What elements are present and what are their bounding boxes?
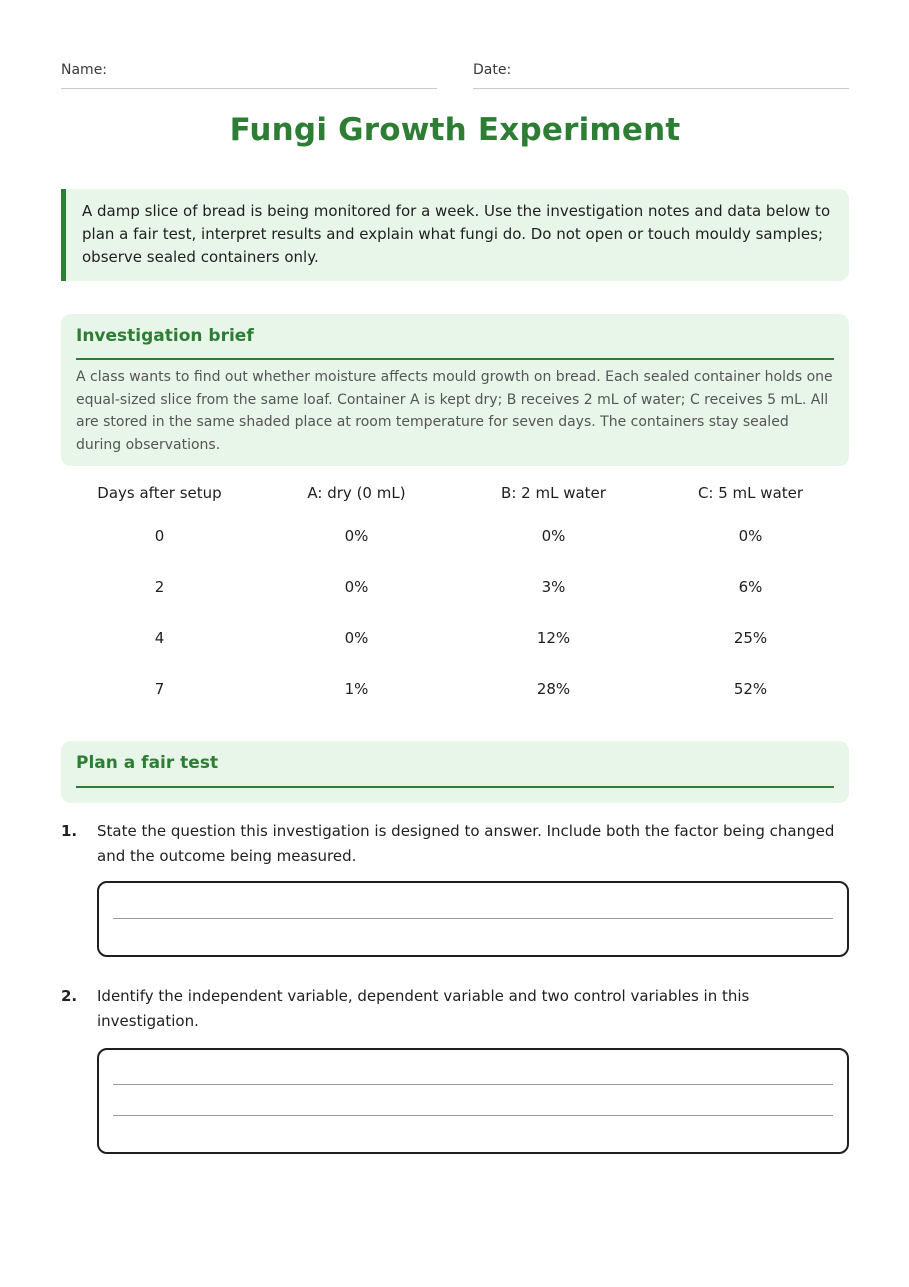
table-cell: 0 <box>154 526 165 545</box>
table-cell: 2 <box>154 577 165 596</box>
column-header: C: 5 mL water <box>697 484 804 502</box>
answer-box-2[interactable] <box>97 1048 849 1154</box>
name-label: Name: <box>61 62 108 78</box>
table-cell: 3% <box>541 577 566 596</box>
table-cell: 7 <box>154 679 165 698</box>
column-header: A: dry (0 mL) <box>307 484 406 502</box>
page-title: Fungi Growth Experiment <box>229 112 681 148</box>
table-header-row <box>61 476 849 510</box>
plan-fair-test-panel <box>61 741 849 803</box>
answer-line <box>113 1084 833 1085</box>
table-cell: 1% <box>344 679 369 698</box>
table-cell: 0% <box>344 577 369 596</box>
answer-box-1[interactable] <box>97 881 849 957</box>
intro-callout: A damp slice of bread is being monitored for a week. Use the investigation notes and data below to plan a fair test, interpret results and explain what fungi do. Do not open or touch mouldy samples; observe sealed containers only. <box>61 189 849 281</box>
table-row <box>61 612 849 663</box>
date-field[interactable] <box>473 61 849 89</box>
table-cell: 52% <box>733 679 768 698</box>
answer-line <box>113 1115 833 1116</box>
section-heading: Plan a fair test <box>76 741 834 788</box>
brief-text: A class wants to find out whether moisture affects mould growth on bread. Each sealed container holds one equal-sized slice from the same loaf. Container A is kept dry; B receives 2 mL of water; C receives 5 mL. All are stored in the same shaded place at room temperature for seven days. The containers stay sealed during observations. <box>76 369 833 453</box>
table-row <box>61 663 849 714</box>
table-cell: 28% <box>536 679 571 698</box>
table-cell: 0% <box>738 526 763 545</box>
table-cell: 0% <box>541 526 566 545</box>
table-row <box>61 561 849 612</box>
table-row <box>61 510 849 561</box>
question-text: Identify the independent variable, dependent variable and two control variables in this investigation. <box>97 987 750 1030</box>
name-date-row <box>61 61 849 89</box>
mould-growth-table <box>61 476 849 714</box>
answer-line <box>113 918 833 919</box>
name-field[interactable] <box>61 61 437 89</box>
table-cell: 4 <box>154 628 165 647</box>
table-cell: 0% <box>344 628 369 647</box>
question-number: 1. <box>61 822 78 840</box>
question-text: State the question this investigation is designed to answer. Include both the factor being changed and the outcome being measured. <box>97 822 835 865</box>
column-header: B: 2 mL water <box>501 484 606 502</box>
table-cell: 12% <box>536 628 571 647</box>
investigation-brief-panel <box>61 314 849 466</box>
column-header: Days after setup <box>97 484 222 502</box>
brief-heading: Investigation brief <box>76 314 834 360</box>
table-cell: 6% <box>738 577 763 596</box>
date-label: Date: <box>473 62 512 78</box>
question-number: 2. <box>61 987 78 1005</box>
table-cell: 0% <box>344 526 369 545</box>
table-cell: 25% <box>733 628 768 647</box>
